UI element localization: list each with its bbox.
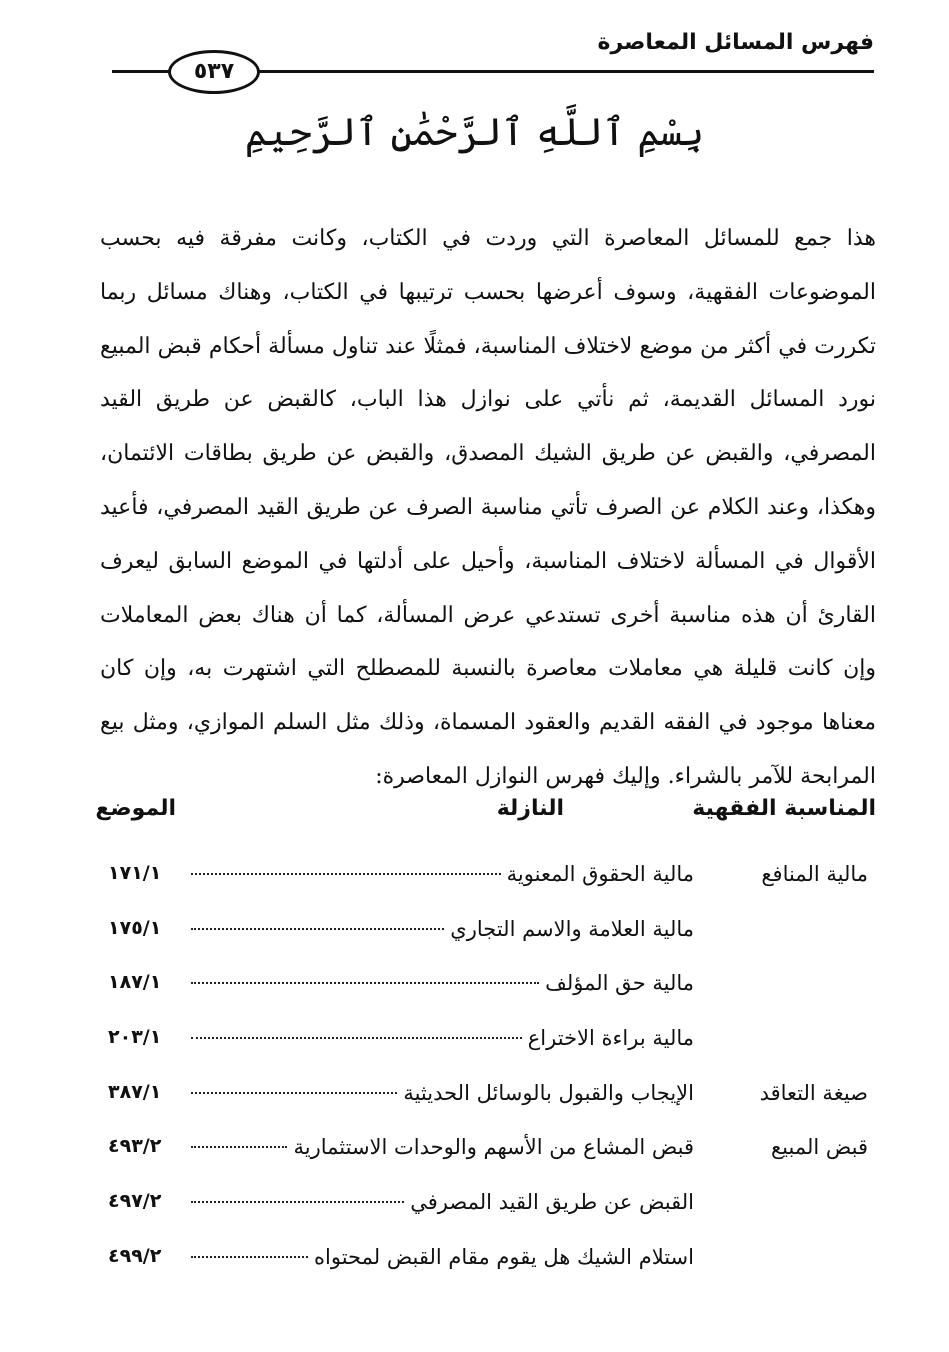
row-issue: مالية حق المؤلف: [545, 971, 694, 996]
index-row: [100, 1077, 876, 1132]
row-issue-line: [185, 862, 694, 886]
row-location: ١٧١/١: [108, 862, 162, 884]
page-number: ٥٣٧: [168, 50, 260, 94]
row-location: ٣٨٧/١: [108, 1080, 162, 1103]
row-topic: قبض المبيع: [770, 1135, 868, 1160]
row-location: ١٨٧/١: [108, 971, 162, 994]
row-issue-line: [185, 1135, 694, 1159]
index-row: [100, 967, 876, 1022]
row-location: ٤٩٧/٢: [108, 1190, 162, 1213]
index-row: [100, 1022, 876, 1077]
index-row: [100, 1241, 876, 1296]
row-topic: صيغة التعاقد: [759, 1080, 868, 1105]
row-location: ٤٩٣/٢: [108, 1135, 162, 1158]
index-row: [100, 1186, 876, 1241]
dot-leader: [191, 928, 444, 930]
row-issue: استلام الشيك هل يقوم مقام القبض لمحتواه: [314, 1244, 694, 1269]
row-issue: الإيجاب والقبول بالوسائل الحديثية: [403, 1080, 694, 1105]
index-header: [95, 796, 876, 836]
index-row: [100, 913, 876, 968]
row-location: ٤٩٩/٢: [108, 1244, 162, 1267]
dot-leader: [191, 1092, 397, 1094]
row-issue: مالية الحقوق المعنوية: [506, 862, 694, 886]
index-row: [100, 1131, 876, 1186]
column-header-issue: النازلة: [496, 796, 564, 821]
row-issue-line: [185, 1190, 694, 1214]
dot-leader: [191, 873, 501, 875]
column-header-location: الموضع: [95, 796, 176, 821]
dot-leader: [191, 1256, 308, 1258]
dot-leader: [191, 1146, 287, 1148]
dot-leader: [191, 1037, 522, 1039]
row-issue-line: [185, 1026, 694, 1050]
running-title: فهرس المسائل المعاصرة: [597, 30, 874, 55]
row-location: ٢٠٣/١: [108, 1026, 162, 1049]
row-issue-line: [185, 971, 694, 995]
dot-leader: [191, 1201, 404, 1203]
row-issue: قبض المشاع من الأسهم والوحدات الاستثمارية: [293, 1135, 694, 1160]
dot-leader: [191, 982, 539, 984]
row-issue: مالية العلامة والاسم التجاري: [450, 916, 694, 941]
row-issue: القبض عن طريق القيد المصرفي: [410, 1190, 694, 1215]
row-issue: مالية براءة الاختراع: [527, 1026, 694, 1051]
basmala: بِسْمِ ٱللَّهِ ٱلرَّحْمَٰنِ ٱلرَّحِيمِ: [244, 110, 705, 154]
index-row: [100, 858, 876, 913]
row-topic: مالية المنافع: [761, 862, 868, 886]
row-issue-line: [185, 917, 694, 941]
intro-paragraph: هذا جمع للمسائل المعاصرة التي وردت في الكتاب، وكانت مفرقة فيه بحسب الموضوعات الفقهية، وسوف أعرضها بحسب ترتيبها في الكتاب، وهناك مسائل ربما تكررت في أكثر من موضع لاختلاف المناسبة، فمثلًا عند تناول مسألة أحكام قبض المبيع نورد المسائل القديمة، ثم نأتي على نوازل هذا الباب، كالقبض عن طريق القيد المصرفي، والقبض عن طريق الشيك المصدق، والقبض عن طريق بطاقات الائتمان، وهكذا، وعند الكلام عن الصرف تأتي مناسبة الصرف عن طريق القيد المصرفي، فأعيد الأقوال في المسألة لاختلاف المناسبة، وأحيل على أدلتها في الموضع السابق ليعرف القارئ أن هذه مناسبة أخرى تستدعي عرض المسألة، كما أن هناك بعض المعاملات وإن كانت قليلة هي معاملات معاصرة بالنسبة للمصطلح التي اشتهرت به، وإن كان معناها موجود في الفقه القديم والعقود المسماة، وذلك مثل السلم الموازي، ومثل بيع المرابحة للآمر بالشراء. وإليك فهرس النوازل المعاصرة:: [100, 226, 877, 789]
row-location: ١٧٥/١: [108, 916, 162, 939]
row-issue-line: [185, 1245, 694, 1269]
column-header-topic: المناسبة الفقهية: [692, 796, 876, 821]
row-issue-line: [185, 1081, 694, 1105]
index-table: [100, 858, 876, 1296]
